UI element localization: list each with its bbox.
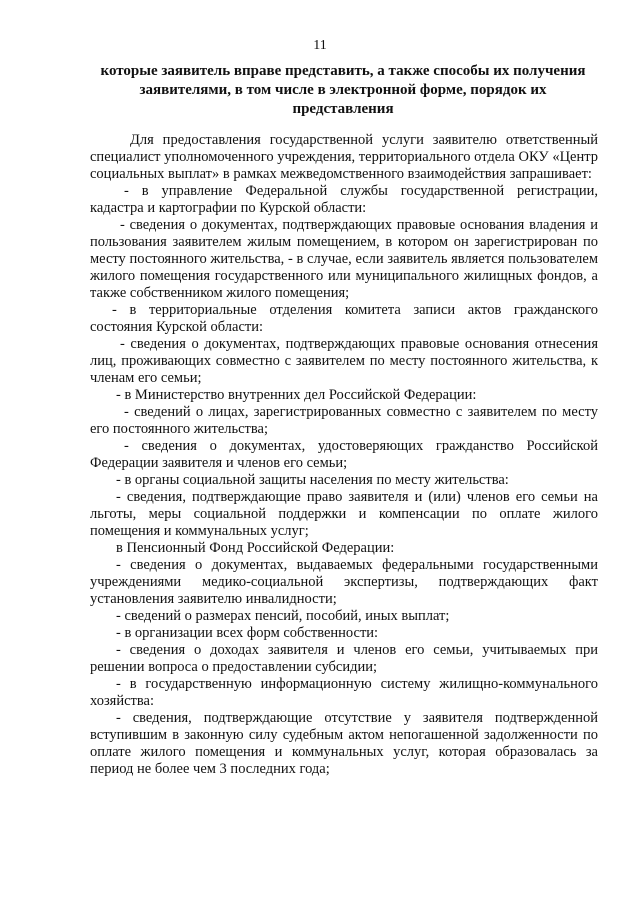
paragraph: - сведений о лицах, зарегистрированных совместно с заявителем по месту его постоянного жительства; — [90, 404, 598, 437]
paragraph: - сведения, подтверждающие отсутствие у заявителя подтвержденной вступившим в законную силу судебным актом непогашенной задолженности по оплате жилого помещения и коммунальных услуг, которая образовалась за период не более чем 3 последних года; — [90, 710, 598, 777]
document-body — [90, 132, 598, 778]
paragraph: - сведения о документах, удостоверяющих гражданство Российской Федерации заявителя и членов его семьи; — [90, 438, 598, 471]
paragraph: - в государственную информационную систему жилищно-коммунального хозяйства: — [90, 676, 598, 709]
paragraph: - сведения о доходах заявителя и членов его семьи, учитываемых при решении вопроса о предоставлении субсидии; — [90, 642, 598, 675]
paragraph: в Пенсионный Фонд Российской Федерации: — [116, 540, 395, 556]
paragraph: - сведений о размерах пенсий, пособий, иных выплат; — [116, 608, 450, 624]
paragraph: - сведения, подтверждающие право заявителя и (или) членов его семьи на льготы, меры социальной поддержки и компенсации по оплате жилого помещения и коммунальных услуг; — [90, 489, 598, 539]
page-number: 11 — [313, 38, 327, 53]
paragraph: - в организации всех форм собственности: — [116, 625, 379, 641]
paragraph: - сведения о документах, подтверждающих правовые основания владения и пользования заявителем жилым помещением, в котором он зарегистрирован по месту постоянного жительства, - в случае, если заявитель является пользователем жилого помещения государственного или муниципального жилищных фондов, а также собственником жилого помещения; — [90, 217, 598, 301]
paragraph: - сведения о документах, выдаваемых федеральными государственными учреждениями медико-социальной экспертизы, подтверждающих факт установления заявителю инвалидности; — [90, 557, 598, 607]
paragraph: Для предоставления государственной услуги заявителю ответственный специалист уполномоченного учреждения, территориального отдела ОКУ «Центр социальных выплат» в рамках межведомственного взаимодействия запрашивает: — [90, 132, 598, 182]
section-heading: которые заявитель вправе представить, а также способы их получения заявителями, в том числе в электронной форме, порядок их представления — [100, 63, 586, 117]
paragraph: - в органы социальной защиты населения по месту жительства: — [116, 472, 509, 488]
paragraph: - в территориальные отделения комитета записи актов гражданского состояния Курской области: — [90, 302, 598, 335]
paragraph: - сведения о документах, подтверждающих правовые основания отнесения лиц, проживающих совместно с заявителем по месту постоянного жительства, к членам его семьи; — [90, 336, 598, 386]
paragraph: - в Министерство внутренних дел Российской Федерации: — [116, 387, 477, 403]
paragraph: - в управление Федеральной службы государственной регистрации, кадастра и картографии по Курской области: — [90, 183, 598, 216]
